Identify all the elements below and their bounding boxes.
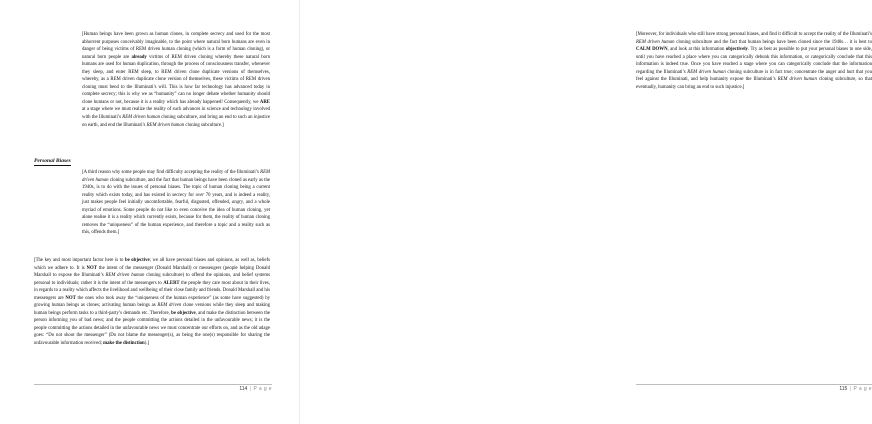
bold-text-run: already [131, 54, 147, 60]
page-number: 114 [239, 386, 248, 392]
text-run: [A third reason why some people may find difficulty accepting the reality of the Illuminati’s [82, 170, 261, 175]
text-run: , and a whole myriad of emotions. Some people do not like to even conceive the idea of human cloning, yet alone realise it is a reality which currently exists, because for them, the reality of human cloning removes the “uniqueness” of the human experience, and therefore a topic and a reality such as this, offends them.] [82, 200, 271, 236]
bold-text-run: CALM DOWN [636, 47, 668, 53]
text-run: victims of REM driven cloning whereby these natural born humans are used for human duplication, through the process of consciousness transfer, whenever they sleep, and enter REM sleep, to REM driven clone duplicate versions of themselves, whereby, as a REM driven duplicate clone version of themselves, these victims of REM driven cloning must bend to the Illuminati’s will. This is how far technology has advanced today in complete secrecy; this is why we as “humanity” can no longer debate whether humanity should clone humans or not, because it is a reality which has already happened! Consequently, we [82, 54, 270, 105]
text-run: [Human beings have been grown as human clones, in complete secrecy and used for the most abhorrent purposes conceivably imaginable, to the point where natural born humans are even in danger of being victims of REM driven human cloning (which is a form of human cloning), or natural born people are [82, 32, 270, 60]
italic-text-run: REM driven human [687, 69, 726, 75]
text-run: cloning subculture and the fact that human beings have been cloned since the 1940s… it is best to [674, 39, 872, 45]
bold-text-run: make the distinction [103, 341, 145, 347]
italic-text-run: REM driven human [636, 39, 675, 45]
text-run: ).] [144, 341, 150, 347]
left-paragraph-cloning-secrecy [82, 31, 270, 129]
left-paragraph-be-objective [34, 257, 270, 348]
text-run: cloning subculture) to offend the opinions, and belief systems personal to individuals; rather it is the intent of the messengers to [34, 273, 270, 286]
text-run: , and make the distinction between the person informing you of bad news; and the people committing the actions detailed in the unfavourable news; it is the people committing the actions detailed in the unfavourable news we must concentrate our efforts on, and as the old adage goes: “Do not shoot the messenger” (Do not blame the messenger(s), as being the one(s) responsible for sharing the unfavourable information received; [34, 310, 270, 347]
italic-text-run: REM driven human [122, 115, 160, 121]
bold-text-run: be objective [124, 258, 150, 263]
italic-text-run: REM driven human [146, 122, 185, 128]
text-run: . Try as best as possible to put your personal biases to one side, until you have reached a place where you can categorically debunk this information, or categorically conclude that this information is indeed true. Once you have reached a stage where you can categorically conclude that the information regarding the Illuminati’s [636, 47, 872, 75]
right-page [300, 0, 872, 424]
text-run: [Moreover, for individuals who still have strong personal biases, and find it difficult to accept the reality of the Illuminati’s [636, 32, 872, 37]
italic-text-run: angry [231, 200, 243, 206]
right-page-footer [636, 384, 872, 395]
text-run: at a stage where we must realize the reality of such advances in science and technology involved with the Illuminati’s [82, 107, 270, 121]
italic-text-run: REM driven [157, 303, 182, 309]
text-run: the ones who took away the “uniqueness of the human experience” (as some have suggested) by growing human beings as clones; activating human beings as [34, 295, 270, 309]
bold-text-run: NOT [86, 265, 97, 271]
text-run: , and look at this information [667, 47, 726, 53]
bold-text-run: ARE [259, 99, 270, 105]
left-page [0, 0, 300, 424]
italic-text-run: REM driven human [82, 170, 270, 183]
text-run: cloning subculture is in fact true; concentrate the anger and hurt that you feel against the Illuminati, and help humanity expose the Illuminati’s [636, 69, 872, 83]
bold-text-run: ALERT [163, 280, 180, 286]
bold-text-run: objectively [725, 47, 748, 53]
page-number: 115 [839, 386, 848, 392]
text-run: ; we all have personal biases and opinions, as well as, beliefs which we adhere to. It is [34, 258, 270, 271]
section-heading-personal-biases: Personal Biases [34, 158, 71, 164]
italic-text-run: over [195, 192, 205, 198]
page-label: P a g e [853, 386, 872, 392]
text-run: the intent of the messenger (Donald Marshall) or messengers (people helping Donald Marshall to expose the Illuminati’s [34, 265, 270, 279]
right-paragraph-calm-down [636, 31, 872, 91]
text-run: clone versions while they sleep and making human beings perform tasks to a third-party’s demands etc. Therefore, [34, 303, 271, 316]
bold-text-run: NOT [65, 295, 76, 301]
text-run: cloning subculture, and bring an end to such an injustice on earth, and end the Illuminati’s [82, 115, 270, 128]
page-label: P a g e [253, 386, 272, 392]
italic-text-run: REM driven human [777, 77, 817, 83]
text-run: the people they care most about in their lives, in regards to a reality which affects the livelihood and wellbeing of their close family and friends. Donald Marshall and his messengers are [34, 280, 270, 301]
text-run: [The key and most important factor here is to [34, 258, 125, 263]
text-run: 70 years, and is indeed a reality, just makes people feel initially uncomfortable, fearful, disgusted, offended, [82, 192, 270, 206]
left-page-footer [34, 384, 272, 395]
left-paragraph-personal-biases [82, 169, 270, 237]
page-number-separator: | [249, 386, 252, 392]
page-number-separator: | [849, 386, 852, 392]
text-run: cloning subculture.] [184, 122, 224, 128]
text-run: cloning subculture, and the fact that human beings have been cloned as early as the 1940s, is to do with the issues of personal biases. The topic of human cloning being a current reality which exists today, and has existed in secrecy for [82, 177, 271, 198]
italic-text-run: REM driven human [105, 273, 145, 279]
text-run: cloning subculture, so that eventually, humanity can bring an end to such injustice.] [636, 77, 872, 90]
bold-text-run: be objective [171, 310, 196, 316]
